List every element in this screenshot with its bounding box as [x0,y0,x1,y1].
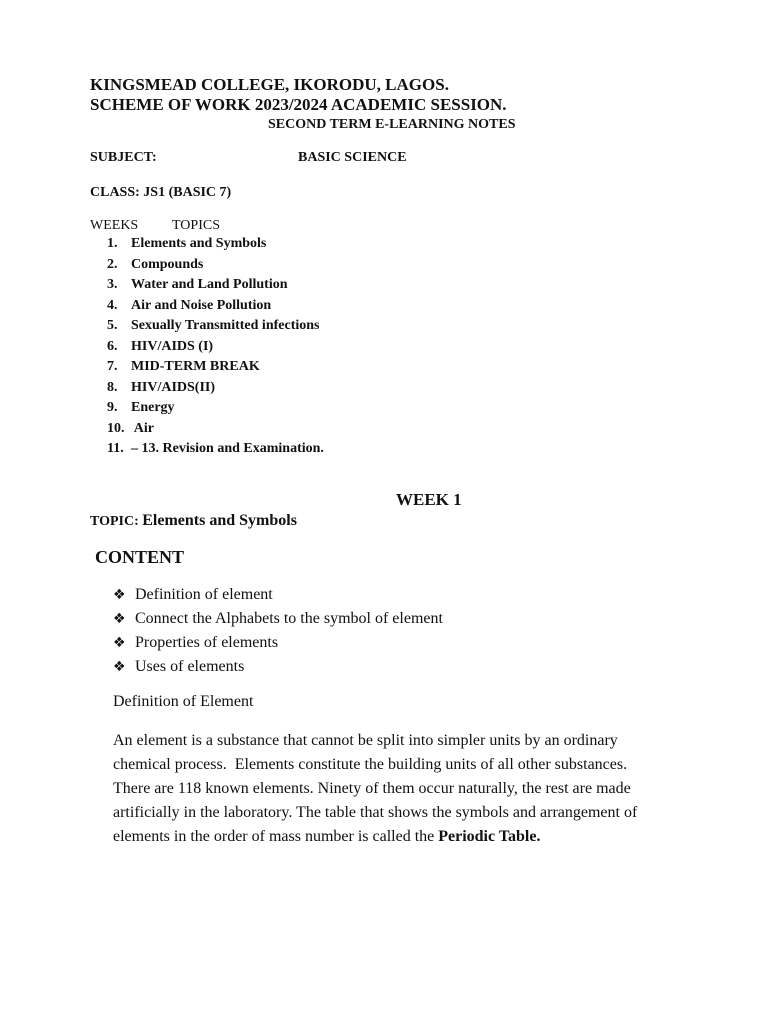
list-item-number: 11. [107,441,124,456]
list-item-text: HIV/AIDS (I) [131,338,214,354]
diamond-bullet-icon: ❖ [113,659,126,675]
diamond-bullet-icon: ❖ [113,587,126,603]
list-item-text: – 13. Revision and Examination. [131,441,324,456]
school-name: KINGSMEAD COLLEGE, IKORODU, LAGOS. [90,75,449,94]
class-line: CLASS: JS1 (BASIC 7) [90,185,232,200]
list-item [107,296,324,317]
list-item-text: Air [131,420,154,436]
periodic-table-term: Periodic Table. [438,828,541,845]
list-item [107,275,324,296]
bullet-text: Definition of element [135,586,273,603]
list-item-number: 4. [107,297,118,313]
list-item-text: Air and Noise Pollution [131,297,272,313]
bullet-text: Uses of elements [135,658,245,675]
list-item-text: Energy [131,400,175,415]
subject-value: BASIC SCIENCE [298,150,407,165]
list-item [107,439,324,460]
paragraph-line: There are 118 known elements. Ninety of them occur naturally, the rest are made [113,780,631,797]
definition-paragraph [113,729,713,849]
list-item-text: HIV/AIDS(II) [131,379,216,395]
weeks-label: WEEKS [90,218,139,233]
list-item [107,357,324,378]
list-item [107,234,324,255]
list-item [113,655,443,679]
paragraph-line-last [113,825,713,849]
list-item [107,398,324,419]
list-item-text: MID-TERM BREAK [131,359,260,374]
list-item [107,255,324,276]
list-item-text: Elements and Symbols [131,236,267,251]
list-item-number: 5. [107,318,118,333]
list-item-text: Water and Land Pollution [131,277,288,292]
topic-line [90,511,297,532]
topic-schedule-list [107,234,324,460]
content-heading: CONTENT [95,547,185,567]
list-item-text: Sexually Transmitted infections [131,318,320,333]
diamond-bullet-icon: ❖ [113,635,126,651]
list-item [107,337,324,358]
list-item-number: 1. [107,236,118,251]
paragraph-text: elements in the order of mass number is called the [113,828,439,845]
subject-label: SUBJECT: [90,150,157,165]
list-item-text: Compounds [131,256,204,272]
content-bullet-list [113,583,443,679]
list-item [107,316,324,337]
list-item [113,607,443,631]
list-item-number: 10. [107,420,125,436]
paragraph-line: chemical process. Elements constitute the building units of all other substances. [113,756,628,773]
list-item [113,631,443,655]
list-item-number: 3. [107,277,118,292]
list-item [107,419,324,440]
list-item [113,583,443,607]
scheme-title: SCHEME OF WORK 2023/2024 ACADEMIC SESSION. [90,95,507,114]
bullet-text: Properties of elements [135,634,279,651]
list-item-number: 9. [107,400,118,415]
list-item-number: 7. [107,359,118,374]
term-title: SECOND TERM E-LEARNING NOTES [268,117,516,132]
list-item [107,378,324,399]
diamond-bullet-icon: ❖ [113,611,126,627]
definition-heading: Definition of Element [113,693,254,710]
list-item-number: 2. [107,256,118,272]
list-item-number: 8. [107,379,118,395]
topic-label: TOPIC: [90,514,143,529]
topic-value: Elements and Symbols [142,512,297,529]
list-item-number: 6. [107,338,118,354]
paragraph-line: artificially in the laboratory. The table that shows the symbols and arrangement of [113,804,638,821]
week-title: WEEK 1 [396,490,462,509]
paragraph-line: An element is a substance that cannot be split into simpler units by an ordinary [113,732,618,749]
bullet-text: Connect the Alphabets to the symbol of element [135,610,443,627]
topics-label: TOPICS [172,218,220,233]
